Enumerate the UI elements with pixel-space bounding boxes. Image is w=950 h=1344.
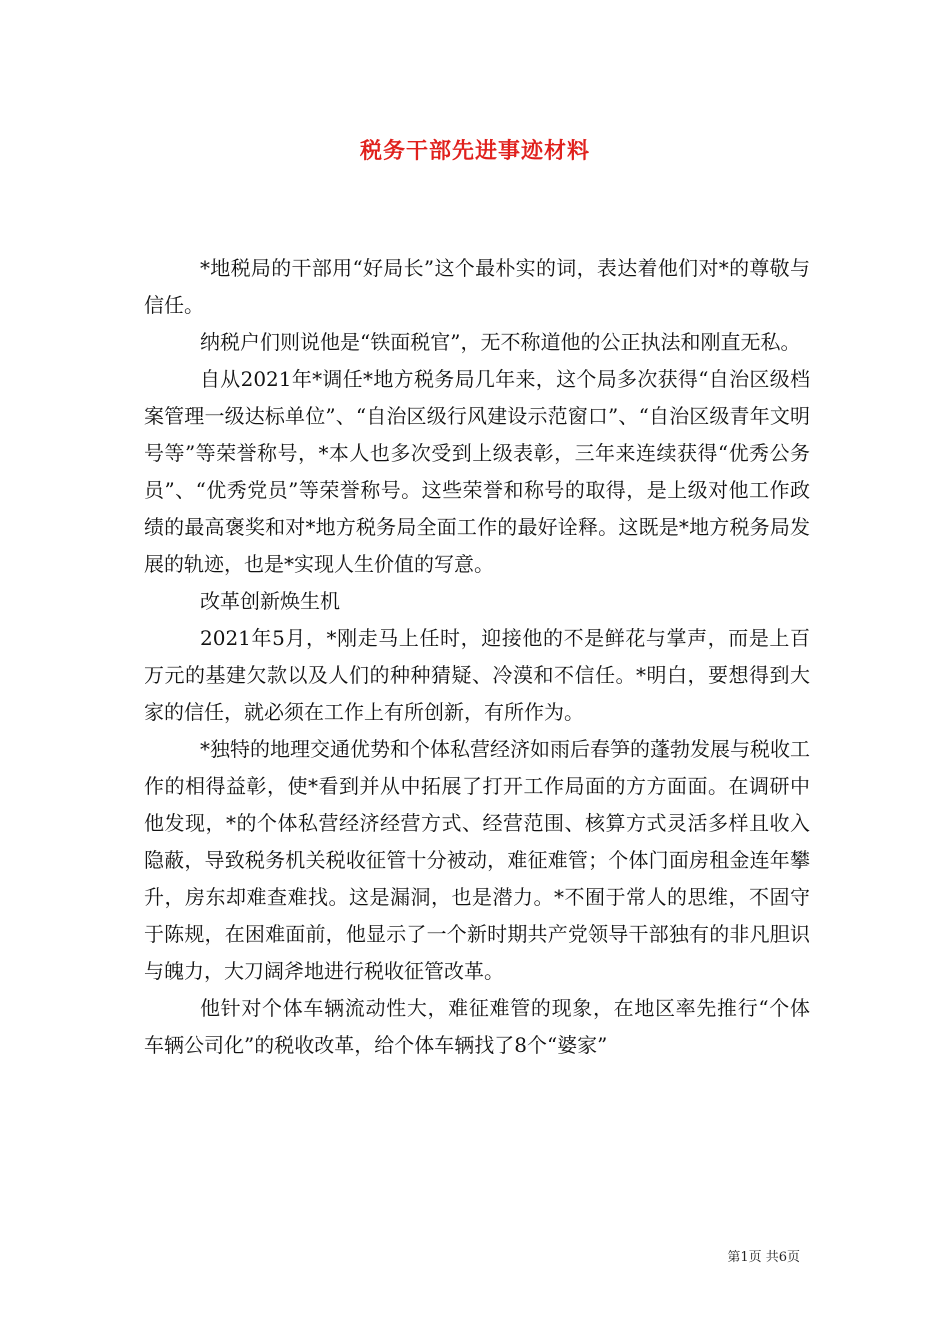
section-heading: 改革创新焕生机 xyxy=(200,589,340,613)
paragraph-3: 自从2021年*调任*地方税务局几年来，这个局多次获得“自治区级档案管理一级达标单位”、“自治区级行风建设示范窗口”、“自治区级青年文明号等”等荣誉称号，*本人也多次受到上级表彰，三年来连续获得“优秀公务员”、“优秀党员”等荣誉称号。这些荣誉和称号的取得，是上级对他工作政绩的最高褒奖和对*地方税务局全面工作的最好诠释。这既是*地方税务局发展的轨迹，也是*实现人生价值的写意。 xyxy=(144,367,810,576)
paragraph-4: 2021年5月，*刚走马上任时，迎接他的不是鲜花与掌声，而是上百万元的基建欠款以及人们的种种猜疑、冷漠和不信任。*明白，要想得到大家的信任，就必须在工作上有所创新，有所作为。 xyxy=(144,626,810,724)
document-body xyxy=(144,250,810,1064)
paragraph-6: 他针对个体车辆流动性大，难征难管的现象，在地区率先推行“个体车辆公司化”的税收改革，给个体车辆找了8个“婆家” xyxy=(144,996,810,1057)
paragraph-5: *独特的地理交通优势和个体私营经济如雨后春笋的蓬勃发展与税收工作的相得益彰，使*看到并从中拓展了打开工作局面的方方面面。在调研中他发现，*的个体私营经济经营方式、经营范围、核算方式灵活多样且收入隐蔽，导致税务机关税收征管十分被动，难征难管；个体门面房租金连年攀升，房东却难查难找。这是漏洞，也是潜力。*不囿于常人的思维，不固守于陈规，在困难面前，他显示了一个新时期共产党领导干部独有的非凡胆识与魄力，大刀阔斧地进行税收征管改革。 xyxy=(144,737,810,983)
document-title: 税务干部先进事迹材料 xyxy=(359,138,590,164)
page-number: 第1页 共6页 xyxy=(727,1250,800,1265)
paragraph-2: 纳税户们则说他是“铁面税官”，无不称道他的公正执法和刚直无私。 xyxy=(200,330,801,354)
paragraph-1: *地税局的干部用“好局长”这个最朴实的词，表达着他们对*的尊敬与信任。 xyxy=(144,256,810,317)
